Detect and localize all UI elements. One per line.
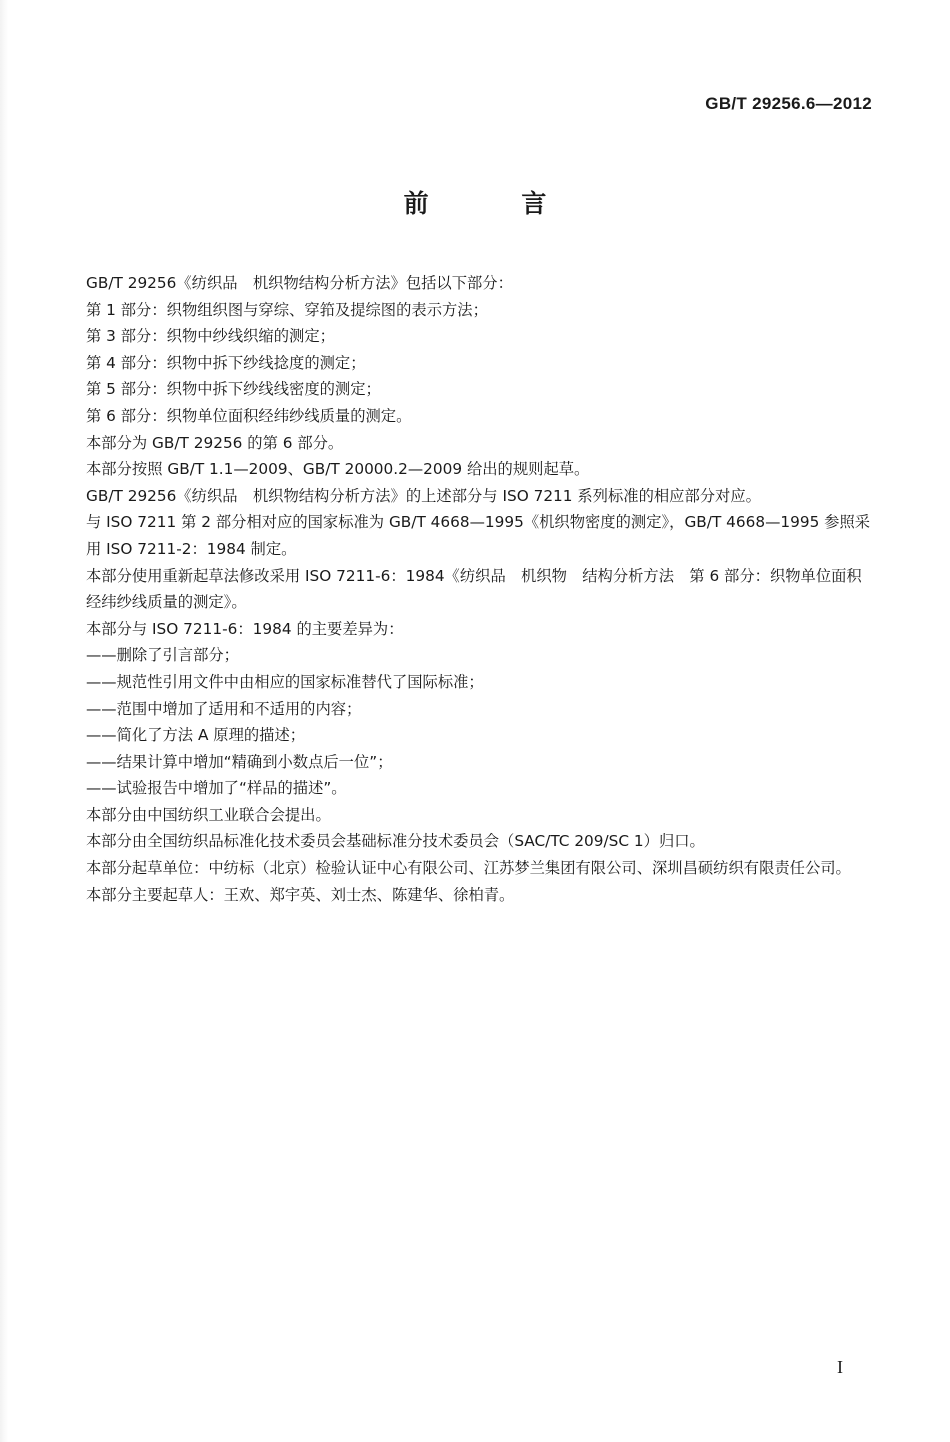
- list-item: ——删除了引言部分；: [86, 646, 239, 665]
- paragraph: GB/T 29256《纺织品 机织物结构分析方法》的上述部分与 ISO 7211 系列标准的相应部分对应。: [86, 486, 761, 505]
- paragraph: 与 ISO 7211 第 2 部分相对应的国家标准为 GB/T 4668—1995《机织物密度的测定》，GB/T 4668—1995 参照采用 ISO 7211-2：1984 制定。: [86, 513, 871, 558]
- paragraph: 第 4 部分：织物中拆下纱线捻度的测定；: [86, 353, 366, 372]
- paragraph: 第 6 部分：织物单位面积经纬纱线质量的测定。: [86, 406, 412, 425]
- paragraph: 本部分由中国纺织工业联合会提出。: [86, 805, 331, 824]
- paragraph: 本部分使用重新起草法修改采用 ISO 7211-6：1984《纺织品 机织物 结构分析方法 第 6 部分：织物单位面积经纬纱线质量的测定》。: [86, 566, 862, 612]
- standard-code: GB/T 29256.6—2012: [705, 94, 872, 113]
- paragraph: 第 1 部分：织物组织图与穿综、穿筘及提综图的表示方法；: [86, 300, 488, 319]
- paragraph: 本部分与 ISO 7211-6：1984 的主要差异为：: [86, 619, 404, 638]
- list-item: ——试验报告中增加了“样品的描述”。: [86, 779, 347, 798]
- list-item: ——规范性引用文件中由相应的国家标准替代了国际标准；: [86, 672, 484, 691]
- paragraph: 本部分为 GB/T 29256 的第 6 部分。: [86, 433, 344, 452]
- foreword-body: [86, 270, 876, 908]
- page-number: I: [837, 1357, 843, 1377]
- paragraph: GB/T 29256《纺织品 机织物结构分析方法》包括以下部分：: [86, 274, 513, 292]
- list-item: ——简化了方法 A 原理的描述；: [86, 726, 306, 745]
- paragraph: 第 5 部分：织物中拆下纱线线密度的测定；: [86, 380, 381, 399]
- paragraph: 本部分由全国纺织品标准化技术委员会基础标准分技术委员会（SAC/TC 209/SC 1）归口。: [86, 832, 705, 851]
- paragraph: 第 3 部分：织物中纱线织缩的测定；: [86, 327, 335, 346]
- list-item: ——范围中增加了适用和不适用的内容；: [86, 699, 362, 718]
- paragraph: 本部分主要起草人：王欢、郑宇英、刘士杰、陈建华、徐柏青。: [86, 885, 515, 904]
- paragraph: 本部分按照 GB/T 1.1—2009、GB/T 20000.2—2009 给出的规则起草。: [86, 460, 590, 479]
- list-item: ——结果计算中增加“精确到小数点后一位”；: [86, 752, 393, 771]
- page-title: 前 言: [403, 189, 589, 218]
- paragraph: 本部分起草单位：中纺标（北京）检验认证中心有限公司、江苏梦兰集团有限公司、深圳昌硕纺织有限责任公司。: [86, 859, 851, 878]
